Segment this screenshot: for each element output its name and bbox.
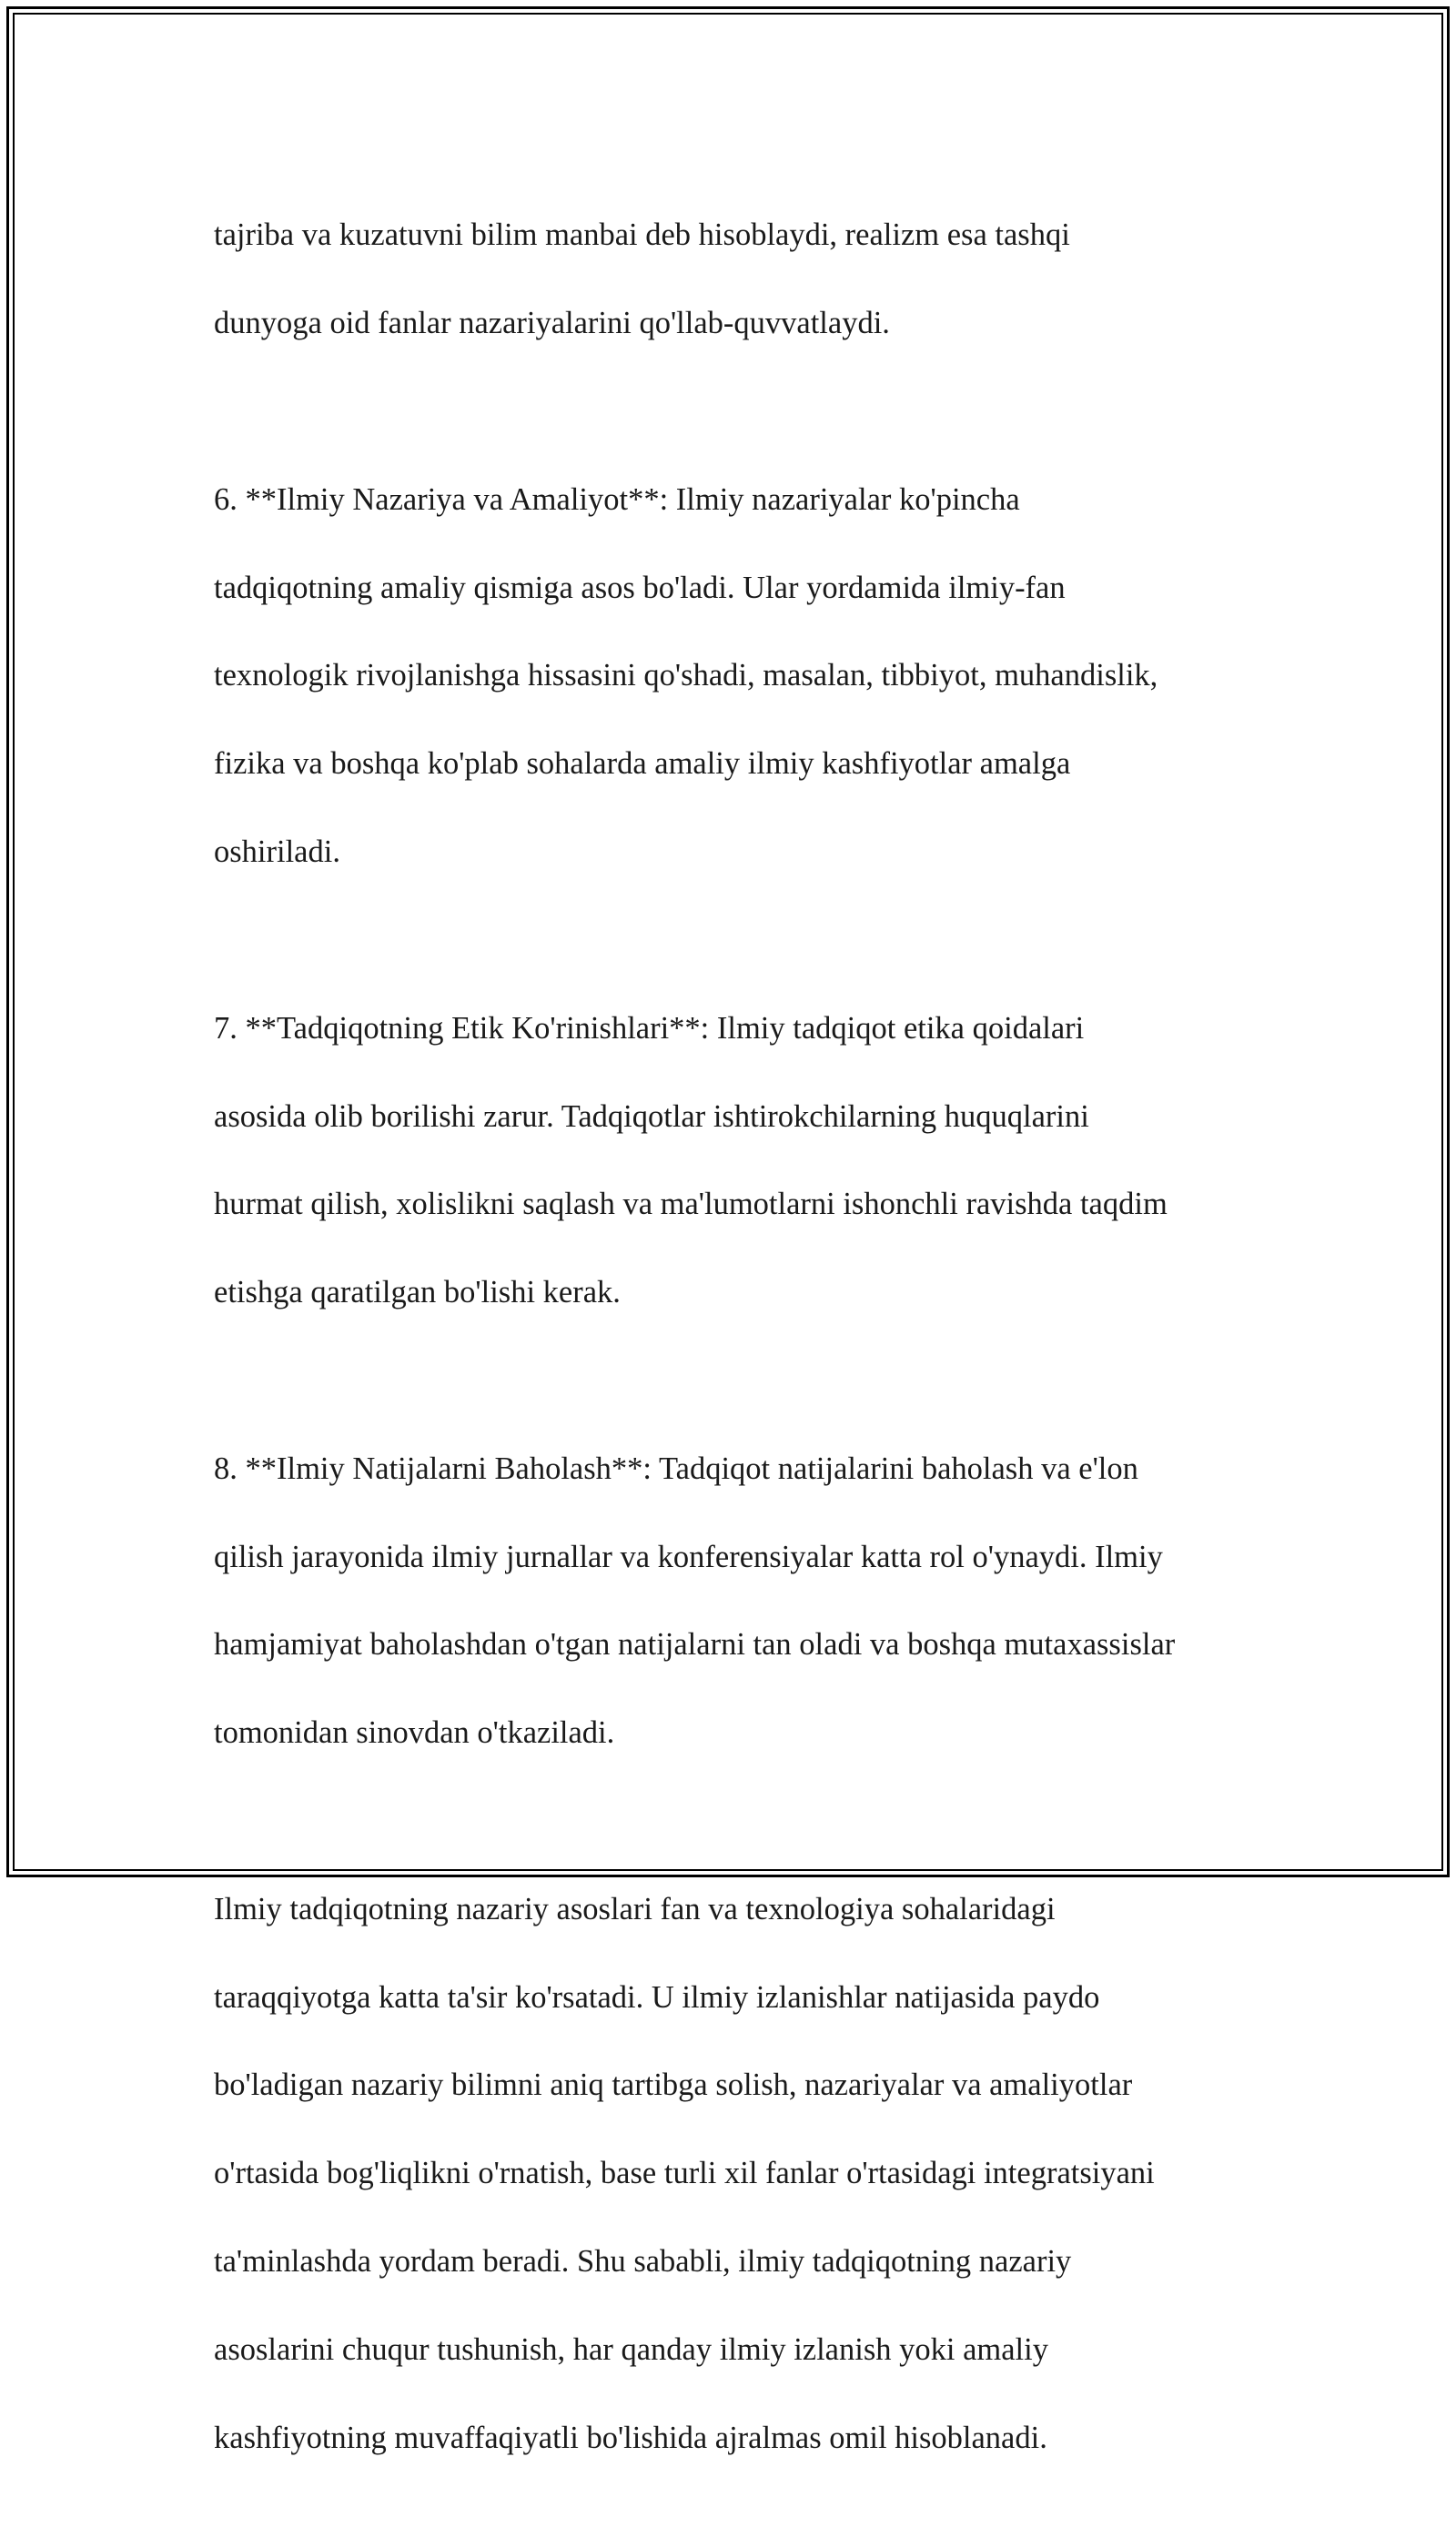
document-body — [214, 169, 1251, 2548]
text-line: tomonidan sinovdan o'tkaziladi. — [214, 1715, 615, 1751]
text-line: hurmat qilish, xolislikni saqlash va ma'lumotlarni ishonchli ravishda taqdim — [214, 1187, 1168, 1222]
text-line: asosida olib borilishi zarur. Tadqiqotlar ishtirokchilarning huquqlarini — [214, 1098, 1089, 1134]
text-line: hamjamiyat baholashdan o'tgan natijalarni tan oladi va boshqa mutaxassislar — [214, 1627, 1176, 1663]
text-line: 8. **Ilmiy Natijalarni Baholash**: Tadqiqot natijalarini baholash va e'lon — [214, 1451, 1138, 1486]
text-line: bo'ladigan nazariy bilimni aniq tartibga solish, nazariyalar va amaliyotlar — [214, 2068, 1133, 2103]
text-line: tadqiqotning amaliy qismiga asos bo'ladi. Ular yordamida ilmiy-fan — [214, 570, 1066, 605]
text-line: fizika va boshqa ko'plab sohalarda amaliy ilmiy kashfiyotlar amalga — [214, 746, 1071, 782]
text-line: qilish jarayonida ilmiy jurnallar va konferensiyalar katta rol o'ynaydi. Ilmiy — [214, 1539, 1163, 1574]
paragraph-item-6 — [214, 433, 1251, 917]
text-line: dunyoga oid fanlar nazariyalarini qo'llab-quvvatlaydi. — [214, 306, 890, 341]
paragraph-item-8 — [214, 1402, 1251, 1799]
paragraph-continuation — [214, 169, 1251, 389]
text-line: tajriba va kuzatuvni bilim manbai deb hisoblaydi, realizm esa tashqi — [214, 217, 1070, 253]
text-line: taraqqiyotga katta ta'sir ko'rsatadi. U ilmiy izlanishlar natijasida paydo — [214, 1979, 1100, 2015]
text-line: asoslarini chuqur tushunish, har qanday ilmiy izlanish yoki amaliy — [214, 2331, 1048, 2367]
text-line: etishga qaratilgan bo'lishi kerak. — [214, 1275, 621, 1310]
text-line: 6. **Ilmiy Nazariya va Amaliyot**: Ilmiy nazariyalar ko'pincha — [214, 481, 1020, 517]
text-line: oshiriladi. — [214, 834, 340, 870]
text-line: texnologik rivojlanishga hissasini qo'shadi, masalan, tibbiyot, muhandislik, — [214, 658, 1158, 693]
text-line: o'rtasida bog'liqlikni o'rnatish, base turli xil fanlar o'rtasidagi integratsiyani — [214, 2156, 1155, 2191]
text-line: 7. **Tadqiqotning Etik Ko'rinishlari**: Ilmiy tadqiqot etika qoidalari — [214, 1010, 1085, 1046]
paragraph-conclusion — [214, 1843, 1251, 2503]
text-line: ta'minlashda yordam beradi. Shu sababli, ilmiy tadqiqotning nazariy — [214, 2244, 1072, 2280]
text-line: Ilmiy tadqiqotning nazariy asoslari fan va texnologiya sohalaridagi — [214, 1891, 1056, 1926]
text-line: kashfiyotning muvaffaqiyatli bo'lishida ajralmas omil hisoblanadi. — [214, 2420, 1047, 2455]
paragraph-item-7 — [214, 962, 1251, 1359]
